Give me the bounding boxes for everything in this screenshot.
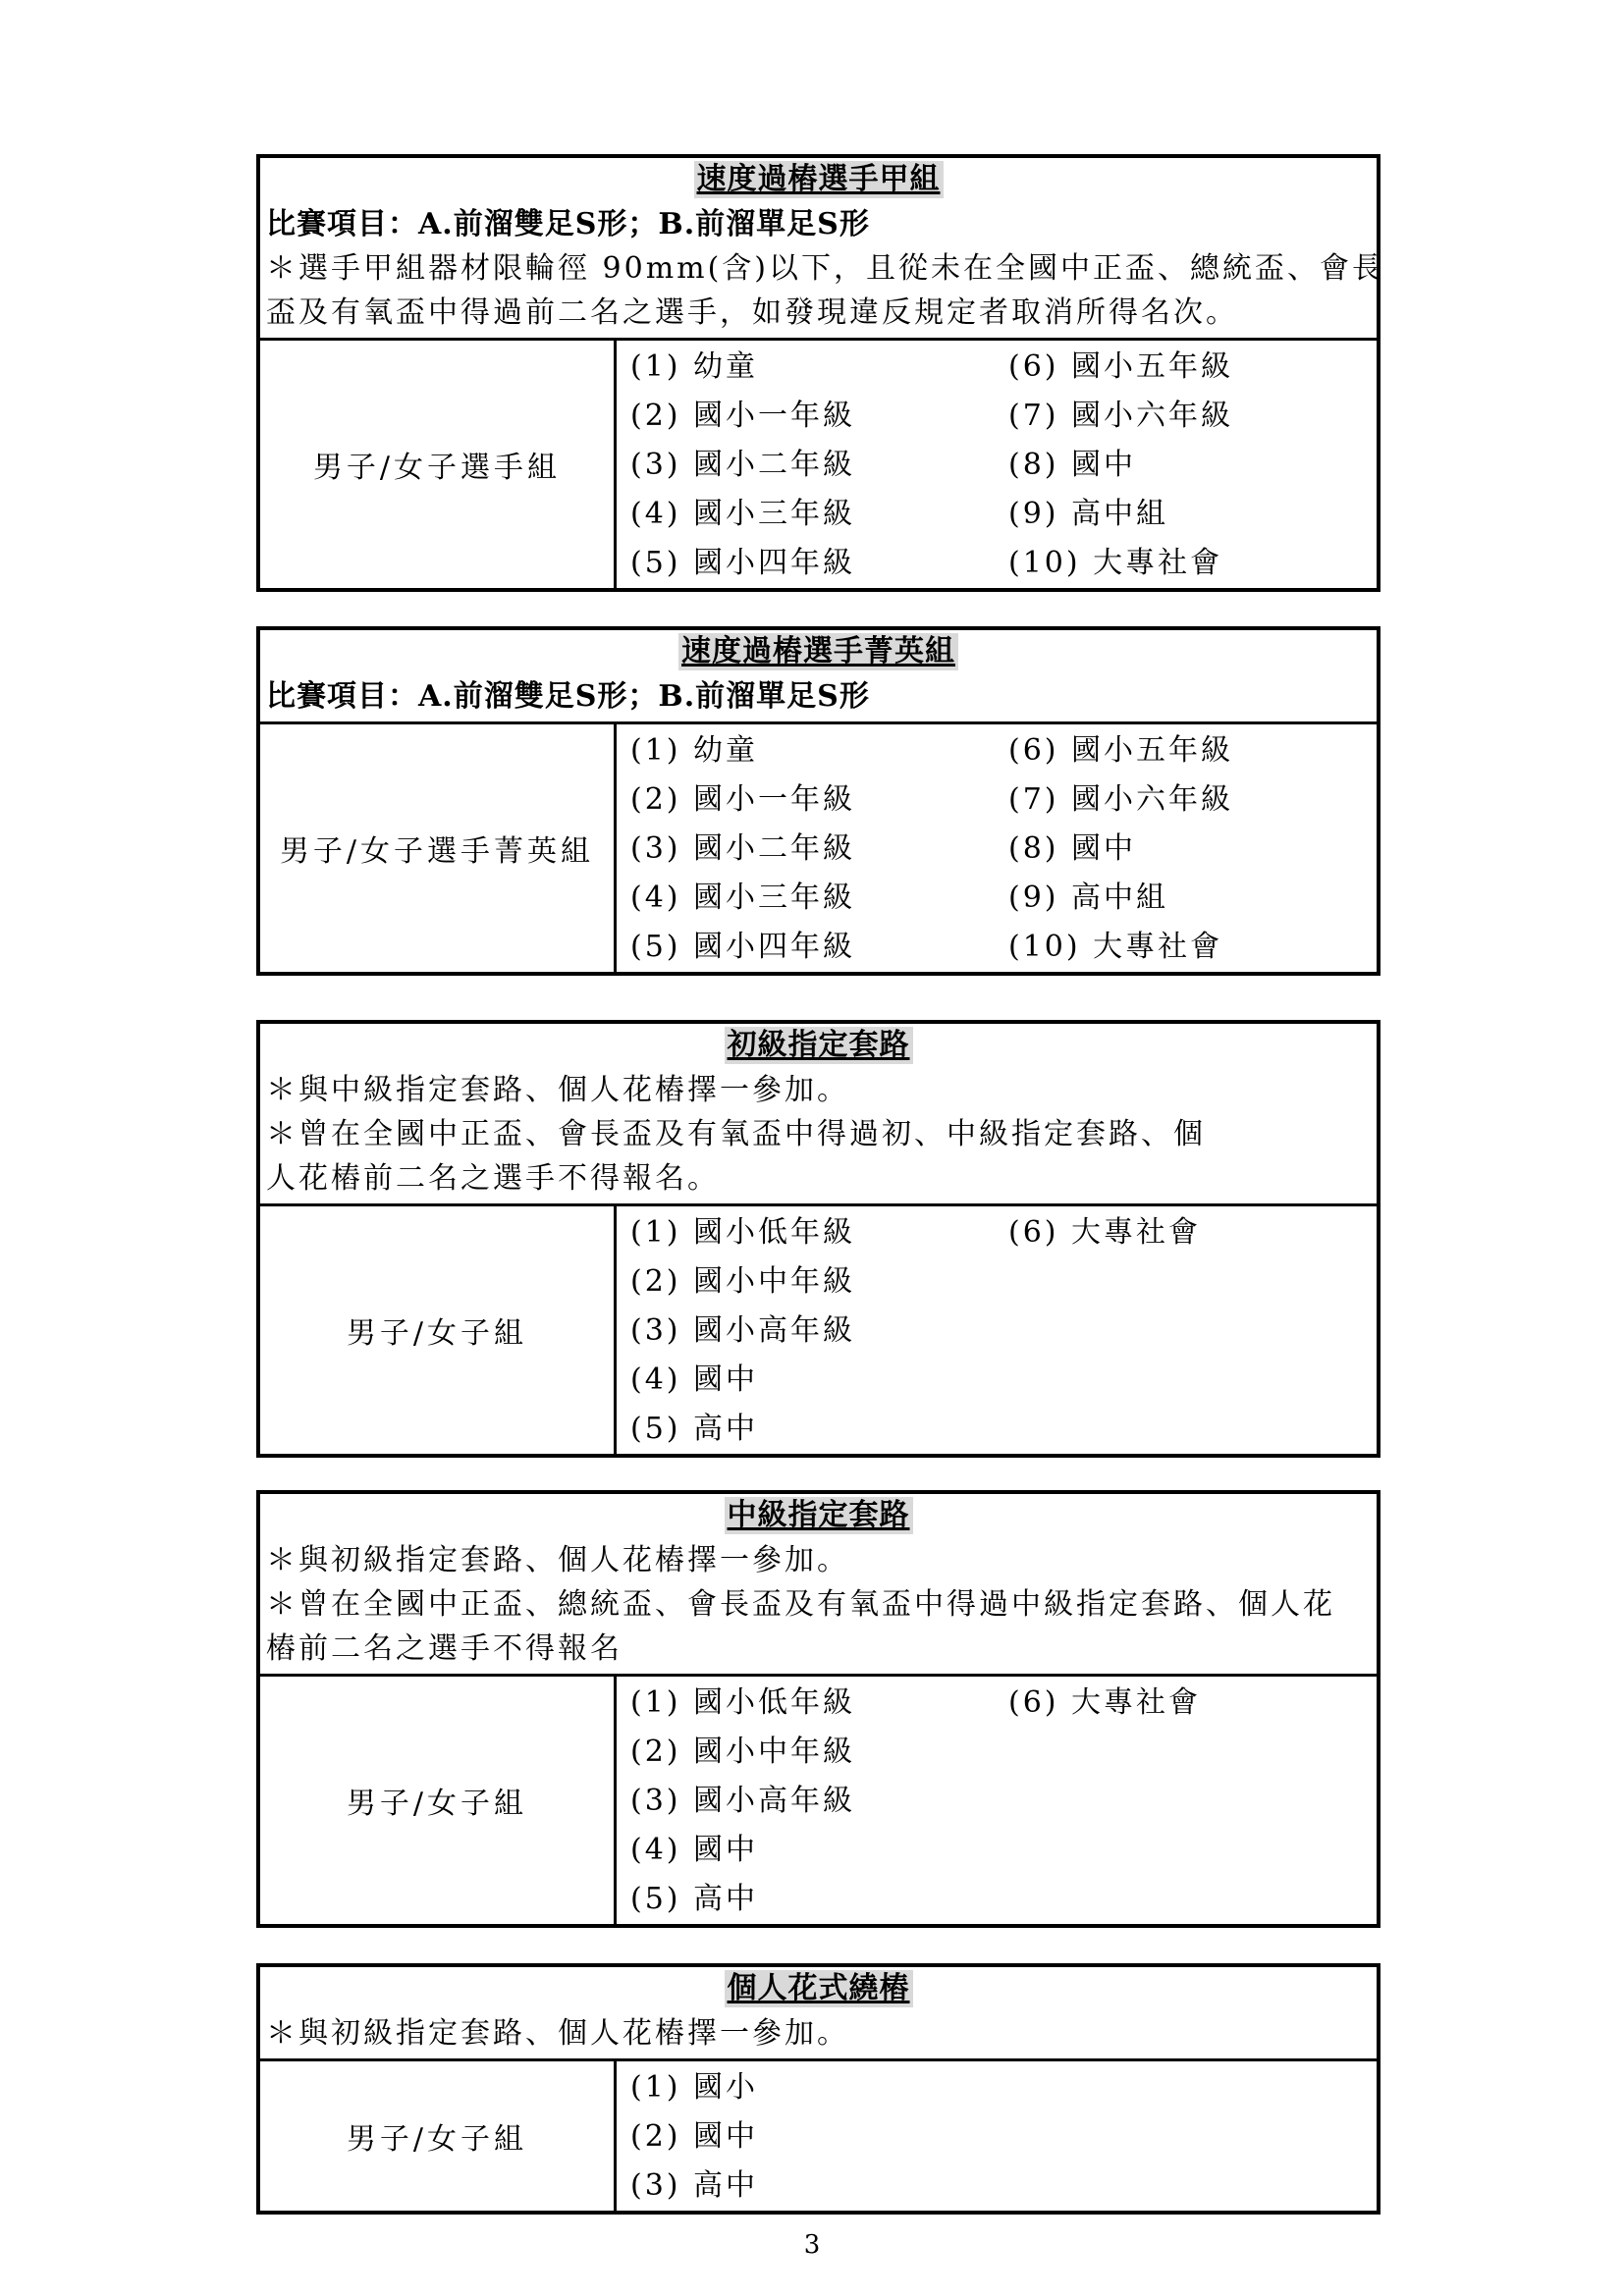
category-item: (5) 國小四年級 [630,930,856,964]
category-item: (3) 國小二年級 [630,831,856,866]
category-item: (9) 高中組 [1008,497,1169,531]
category-item: (7) 國小六年級 [1008,782,1234,817]
section-body [260,2061,1377,2211]
note-line: ＊選手甲組器材限輪徑 90mm(含)以下，且從未在全國中正盃、總統盃、會長 [266,251,1385,286]
section-intermediate-routine [256,1490,1380,1928]
group-label: 男子/女子選手菁英組 [260,724,617,972]
note-line: ＊與初級指定套路、個人花樁擇一參加。 [266,1543,849,1577]
section-header [260,1494,1377,1677]
section-body [260,1206,1377,1454]
group-label: 男子/女子組 [260,1677,617,1924]
category-item: (3) 國小高年級 [630,1784,856,1818]
category-item: (6) 國小五年級 [1008,733,1234,768]
page-number: 3 [803,2230,821,2260]
category-item: (8) 國中 [1008,831,1137,866]
category-item: (2) 國小一年級 [630,399,856,433]
section-freestyle-slalom [256,1963,1380,2215]
category-item: (2) 國小一年級 [630,782,856,817]
section-body [260,341,1377,588]
section-header [260,1967,1377,2061]
category-list [617,724,1377,972]
section-title: 速度過樁選手菁英組 [678,633,958,670]
group-label: 男子/女子組 [260,2061,617,2211]
category-item: (4) 國小三年級 [630,497,856,531]
category-item: (4) 國中 [630,1362,759,1397]
category-item: (3) 高中 [630,2168,759,2203]
section-beginner-routine [256,1020,1380,1458]
note-line: 盃及有氧盃中得過前二名之選手，如發現違反規定者取消所得名次。 [266,295,1238,330]
category-list [617,1677,1377,1924]
category-item: (1) 國小 [630,2070,759,2105]
section-speed-slalom-group-a [256,154,1385,592]
group-label: 男子/女子組 [260,1206,617,1454]
category-list [617,1206,1377,1454]
category-item: (2) 國中 [630,2119,759,2154]
section-title: 速度過樁選手甲組 [694,161,944,198]
category-item: (2) 國小中年級 [630,1735,856,1769]
competition-items-line: 比賽項目：A.前溜雙足S形；B.前溜單足S形 [266,679,870,714]
section-body [260,724,1377,972]
note-line: ＊曾在全國中正盃、會長盃及有氧盃中得過初、中級指定套路、個 [266,1117,1206,1151]
category-item: (6) 國小五年級 [1008,349,1234,384]
category-item: (8) 國中 [1008,448,1137,482]
category-list [617,2061,1377,2211]
note-line: 人花樁前二名之選手不得報名。 [266,1161,720,1196]
note-line: ＊曾在全國中正盃、總統盃、會長盃及有氧盃中得過中級指定套路、個人花 [266,1587,1335,1622]
category-item: (1) 幼童 [630,349,759,384]
section-speed-slalom-elite [256,626,1380,976]
note-line: ＊與中級指定套路、個人花樁擇一參加。 [266,1073,849,1107]
section-title: 中級指定套路 [725,1497,913,1534]
category-item: (4) 國小三年級 [630,881,856,915]
category-item: (1) 幼童 [630,733,759,768]
category-item: (10) 大專社會 [1008,546,1223,580]
category-item: (4) 國中 [630,1833,759,1867]
category-item: (6) 大專社會 [1008,1215,1202,1250]
category-item: (10) 大專社會 [1008,930,1223,964]
section-title: 個人花式繞樁 [725,1970,913,2007]
category-item: (9) 高中組 [1008,881,1169,915]
category-item: (1) 國小低年級 [630,1215,856,1250]
section-header [260,630,1377,724]
section-title: 初級指定套路 [725,1027,913,1064]
section-header [260,1024,1377,1206]
category-item: (7) 國小六年級 [1008,399,1234,433]
note-line: ＊與初級指定套路、個人花樁擇一參加。 [266,2016,849,2051]
category-list [617,341,1377,588]
category-item: (5) 高中 [630,1882,759,1916]
competition-items-line: 比賽項目：A.前溜雙足S形；B.前溜單足S形 [266,207,870,241]
category-item: (6) 大專社會 [1008,1685,1202,1720]
section-header [260,158,1385,341]
note-line: 樁前二名之選手不得報名 [266,1631,623,1666]
category-item: (2) 國小中年級 [630,1264,856,1299]
category-item: (5) 國小四年級 [630,546,856,580]
category-item: (5) 高中 [630,1412,759,1446]
category-item: (1) 國小低年級 [630,1685,856,1720]
category-item: (3) 國小二年級 [630,448,856,482]
category-item: (3) 國小高年級 [630,1313,856,1348]
group-label: 男子/女子選手組 [260,341,617,588]
section-body [260,1677,1377,1924]
